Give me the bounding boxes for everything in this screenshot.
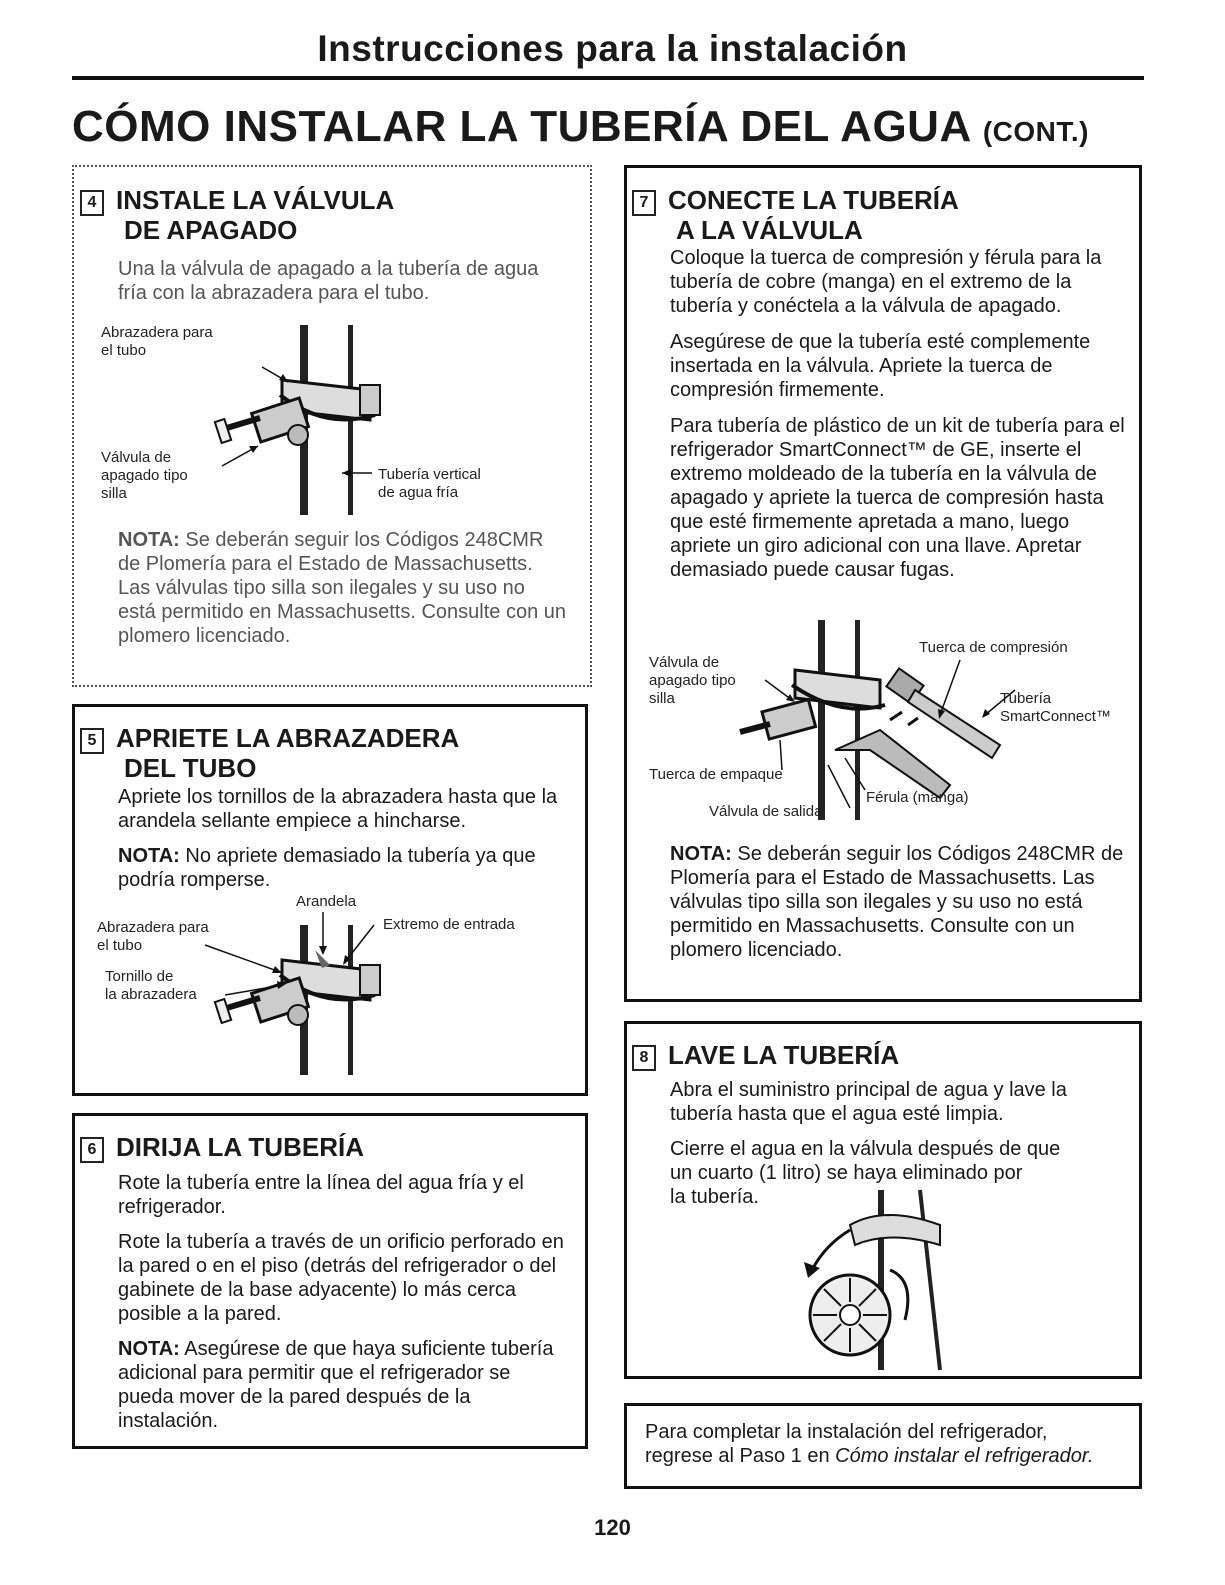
step5-number: 5 <box>80 728 104 754</box>
step5-label-screw-line1: Tornillo de <box>105 968 174 985</box>
step4-title-line1: INSTALE LA VÁLVULA <box>116 185 395 215</box>
step4-label-valve-line1: Válvula de <box>101 449 172 466</box>
step6-number: 6 <box>80 1137 104 1163</box>
step5-title-line1: APRIETE LA ABRAZADERA <box>116 723 460 753</box>
step7-label-ferrule: Férula (manga) <box>866 789 969 806</box>
completion-link-text: Cómo instalar el refrigerador. <box>835 1445 1094 1467</box>
completion-line2-prefix: regrese al Paso 1 en <box>645 1445 836 1467</box>
step7-title-line1: CONECTE LA TUBERÍA <box>668 185 959 215</box>
step7-label-tube-line2: SmartConnect™ <box>1000 708 1111 725</box>
step4-number: 4 <box>80 190 104 216</box>
step4-label-valve-line2: apagado tipo <box>101 467 188 484</box>
step6-text1: Rote la tubería entre la línea del agua fría y el refrigerador. <box>118 1172 524 1218</box>
step4-label-clamp-line1: Abrazadera para <box>101 324 213 341</box>
step4-label-pipe-line2: de agua fría <box>378 484 459 501</box>
page-number: 120 <box>594 1515 631 1540</box>
step8-text2-line3: la tubería. <box>670 1186 759 1208</box>
step4-text: Una la válvula de apagado a la tubería de agua fría con la abrazadera para el tubo. <box>118 258 539 304</box>
step6-title: DIRIJA LA TUBERÍA <box>116 1132 364 1162</box>
step4-label-pipe-line1: Tubería vertical <box>378 466 481 483</box>
step4-label-valve-line3: silla <box>101 485 127 502</box>
step7-title-line2: A LA VÁLVULA <box>676 215 863 245</box>
step8-title: LAVE LA TUBERÍA <box>668 1040 900 1070</box>
step8-valve-knob-illustration <box>790 1190 960 1370</box>
step8-number: 8 <box>632 1045 656 1071</box>
step4-note-label: NOTA: <box>118 529 180 551</box>
step5-text: Apriete los tornillos de la abrazadera hasta que la arandela sellante empiece a hincharse. <box>118 786 558 832</box>
step7-text1: Coloque la tuerca de compresión y férula para la tubería de cobre (manga) en el extremo de la tubería y conéctela a la válvula de apagado. <box>670 247 1102 317</box>
step5-title-line2: DEL TUBO <box>124 753 257 783</box>
step8-text2-line1: Cierre el agua en la válvula después de que <box>670 1138 1061 1160</box>
step8-heading <box>632 1041 899 1071</box>
step4-title-line2: DE APAGADO <box>124 215 298 245</box>
step8-text2-line2: un cuarto (1 litro) se haya eliminado por <box>670 1162 1023 1184</box>
step5-label-clamp-line1: Abrazadera para <box>97 919 209 936</box>
step8-text1: Abra el suministro principal de agua y lave la tubería hasta que el agua esté limpia. <box>670 1079 1067 1125</box>
step6-note-text: Asegúrese de que haya suficiente tubería adicional para permitir que el refrigerador se pueda mover de la pared después de la instalación. <box>118 1338 554 1432</box>
step5-label-clamp-line2: el tubo <box>97 937 143 954</box>
page-header-title: Instrucciones para la instalación <box>317 28 908 69</box>
completion-line1: Para completar la instalación del refrigerador, <box>645 1421 1048 1443</box>
step5-label-screw-line2: la abrazadera <box>105 986 197 1003</box>
step7-text3: Para tubería de plástico de un kit de tubería para el refrigerador SmartConnect™ de GE, inserte el extremo moldeado de la tubería en la válvula de apagado y apriete la tuerca de compresión hasta que esté firmemente apretada a mano, luego apriete un giro adicional con una llave. Apretar demasiado puede causar fugas. <box>670 415 1125 581</box>
step7-label-valve-line1: Válvula de <box>649 654 720 671</box>
step7-label-tube <box>1000 690 1111 726</box>
step7-label-tube-line1: Tubería <box>1000 690 1052 707</box>
step7-label-packing: Tuerca de empaque <box>649 766 783 783</box>
step7-note <box>670 842 1125 962</box>
step7-note-text: Se deberán seguir los Códigos 248CMR de Plomería para el Estado de Massachusetts. Las válvulas tipo silla son ilegales y su uso no está permitido en Massachusetts. Consulte con un plomero licenciado. <box>670 843 1124 961</box>
step7-text2: Asegúrese de que la tubería esté complemente insertada en la válvula. Apriete la tuerca de compresión firmemente. <box>670 331 1091 401</box>
step7-note-label: NOTA: <box>670 843 732 865</box>
step5-label-inlet: Extremo de entrada <box>383 916 515 933</box>
section-title-text: CÓMO INSTALAR LA TUBERÍA DEL AGUA <box>72 102 971 151</box>
step7-label-valve <box>649 654 736 708</box>
step7-label-nut: Tuerca de compresión <box>919 639 1068 656</box>
completion-text <box>645 1420 1135 1468</box>
step4-note-text: Se deberán seguir los Códigos 248CMR de Plomería para el Estado de Massachusetts. Las válvulas tipo silla son ilegales y su uso no está permitido en Massachusetts. Consulte con un plomero licenciado. <box>118 529 567 647</box>
completion-box <box>624 1403 1142 1489</box>
step7-label-outlet: Válvula de salida <box>709 803 823 820</box>
step5-note-label: NOTA: <box>118 845 180 867</box>
step5-note-text: No apriete demasiado la tubería ya que podría romperse. <box>118 845 536 891</box>
step6-note-label: NOTA: <box>118 1338 180 1360</box>
step7-number: 7 <box>632 190 656 216</box>
step4-label-clamp-line2: el tubo <box>101 342 147 359</box>
section-title-suffix: (CONT.) <box>982 116 1089 147</box>
step7-label-valve-line2: apagado tipo <box>649 672 736 689</box>
step6-text2: Rote la tubería a través de un orificio perforado en la pared o en el piso (detrás del refrigerador o del gabinete de la base adyacente) lo más cerca posible a la pared. <box>118 1231 564 1325</box>
step5-label-washer: Arandela <box>296 893 357 910</box>
step7-label-valve-line3: silla <box>649 690 675 707</box>
